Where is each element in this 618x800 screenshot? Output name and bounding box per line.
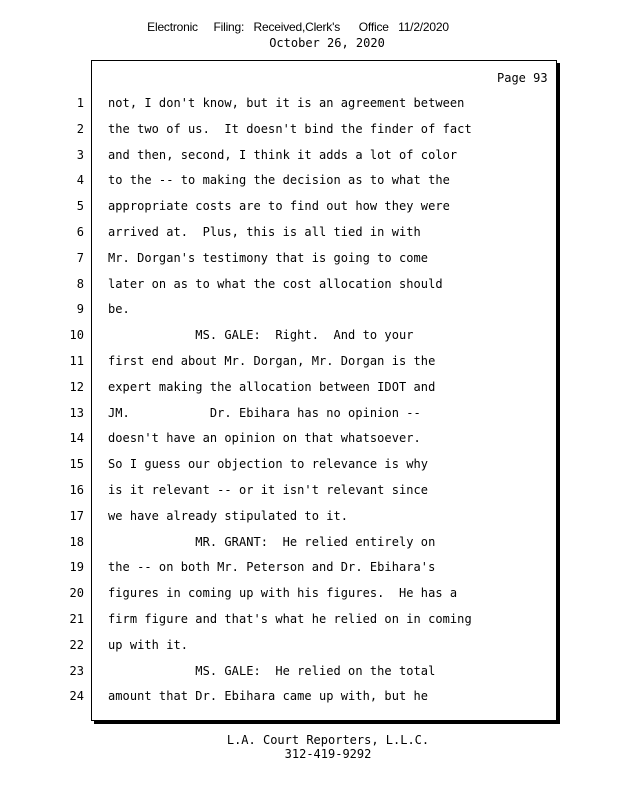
- transcript-line: [0, 378, 618, 404]
- line-text: the -- on both Mr. Peterson and Dr. Ebihara's: [108, 560, 436, 575]
- line-number: 17: [69, 508, 84, 523]
- line-number: 14: [69, 431, 84, 446]
- transcript-line: [0, 94, 618, 120]
- line-number: 8: [76, 276, 84, 291]
- line-number: 1: [76, 96, 84, 110]
- line-number: 12: [69, 379, 84, 394]
- line-text: firm figure and that's what he relied on in coming: [108, 611, 472, 626]
- line-text: not, I don't know, but it is an agreement between: [108, 96, 465, 110]
- electronic-filing-stamp: Electronic Filing: Received,Clerk's Office 11/2/2020: [147, 20, 449, 34]
- transcript-line: [0, 455, 618, 481]
- line-text: be.: [108, 302, 130, 317]
- transcript-line: [0, 146, 618, 172]
- line-number: 3: [76, 147, 84, 162]
- line-text: first end about Mr. Dorgan, Mr. Dorgan is the: [108, 353, 436, 368]
- line-number: 20: [69, 586, 84, 601]
- line-number: 24: [69, 689, 84, 704]
- page-number: Page 93: [497, 71, 548, 85]
- line-text: to the -- to making the decision as to what the: [108, 173, 450, 188]
- line-text: MR. GRANT: He relied entirely on: [108, 534, 436, 549]
- line-number: 5: [76, 199, 84, 214]
- transcript-line: [0, 120, 618, 146]
- line-text: JM. Dr. Ebihara has no opinion --: [108, 405, 421, 420]
- line-text: Mr. Dorgan's testimony that is going to come: [108, 250, 429, 265]
- transcript-line: [0, 223, 618, 249]
- transcript-line: [0, 249, 618, 275]
- transcript-line: [0, 197, 618, 223]
- line-number: 9: [76, 302, 84, 317]
- transcript-line: [0, 429, 618, 455]
- transcript-line: [0, 300, 618, 326]
- transcript-line: [0, 636, 618, 662]
- line-text: So I guess our objection to relevance is why: [108, 457, 429, 472]
- line-text: is it relevant -- or it isn't relevant since: [108, 482, 429, 497]
- reporter-company: L.A. Court Reporters, L.L.C.: [226, 733, 430, 747]
- line-text: later on as to what the cost allocation should: [108, 276, 443, 291]
- line-number: 6: [76, 224, 84, 239]
- line-text: appropriate costs are to find out how they were: [108, 199, 450, 214]
- line-number: 21: [69, 611, 84, 626]
- line-number: 15: [69, 457, 84, 472]
- line-text: and then, second, I think it adds a lot of color: [108, 147, 458, 162]
- transcript-line: [0, 481, 618, 507]
- line-text: figures in coming up with his figures. He has a: [108, 586, 458, 601]
- line-text: amount that Dr. Ebihara came up with, but he: [108, 689, 429, 704]
- line-number: 2: [76, 121, 84, 136]
- transcript-line: [0, 610, 618, 636]
- line-text: the two of us. It doesn't bind the finder of fact: [108, 121, 472, 136]
- line-number: 16: [69, 482, 84, 497]
- line-number: 19: [69, 560, 84, 575]
- transcript-date: October 26, 2020: [269, 36, 385, 50]
- line-text: MS. GALE: Right. And to your: [108, 328, 414, 343]
- line-number: 10: [69, 328, 84, 343]
- transcript-line: [0, 687, 618, 713]
- transcript-line: [0, 584, 618, 610]
- line-text: arrived at. Plus, this is all tied in with: [108, 224, 421, 239]
- transcript-lines: [0, 94, 618, 713]
- line-number: 23: [69, 663, 84, 678]
- transcript-line: [0, 171, 618, 197]
- line-number: 4: [76, 173, 84, 188]
- transcript-line: [0, 507, 618, 533]
- line-text: expert making the allocation between IDOT and: [108, 379, 436, 394]
- line-number: 11: [69, 353, 84, 368]
- line-number: 13: [69, 405, 84, 420]
- transcript-line: [0, 533, 618, 559]
- line-number: 22: [69, 637, 84, 652]
- transcript-line: [0, 662, 618, 688]
- transcript-line: [0, 404, 618, 430]
- transcript-line: [0, 326, 618, 352]
- line-text: MS. GALE: He relied on the total: [108, 663, 436, 678]
- reporter-footer: [0, 733, 618, 761]
- line-text: we have already stipulated to it.: [108, 508, 349, 523]
- transcript-line: [0, 558, 618, 584]
- reporter-phone: 312-419-9292: [284, 747, 372, 761]
- line-number: 18: [69, 534, 84, 549]
- transcript-line: [0, 275, 618, 301]
- line-text: doesn't have an opinion on that whatsoever.: [108, 431, 421, 446]
- line-text: up with it.: [108, 637, 189, 652]
- transcript-line: [0, 352, 618, 378]
- line-number: 7: [76, 250, 84, 265]
